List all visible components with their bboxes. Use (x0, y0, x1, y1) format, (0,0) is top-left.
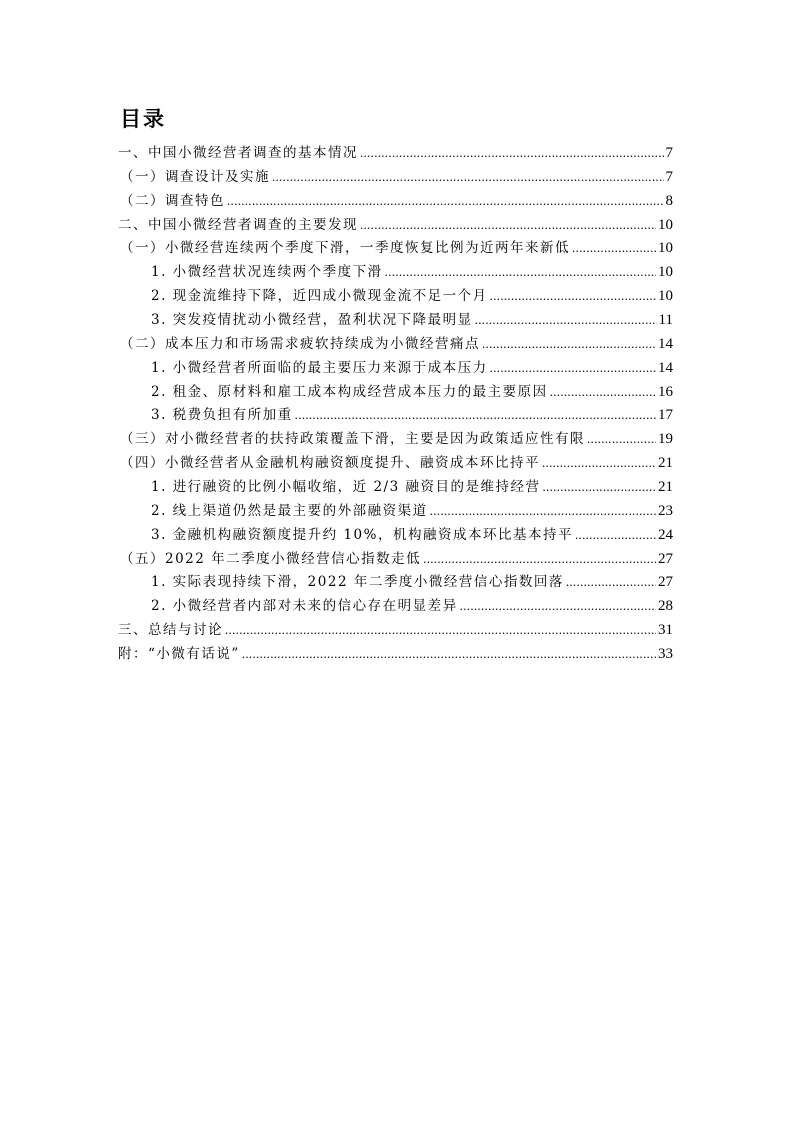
toc-entry[interactable] (118, 165, 673, 189)
toc-entry[interactable] (118, 356, 673, 380)
toc-entry[interactable] (118, 236, 673, 260)
toc-entry-label: 附：“小微有话说” (118, 646, 240, 663)
dot-leader (490, 356, 656, 380)
toc-entry-page: 33 (658, 646, 673, 663)
toc-entry[interactable] (118, 594, 673, 618)
toc-entry-page: 10 (658, 264, 673, 281)
toc-entry-label: 一、中国小微经营者调查的基本情况 (118, 145, 358, 161)
toc-entry[interactable] (118, 260, 673, 284)
toc-entry-label: 2. 线上渠道仍然是最主要的外部融资渠道 (151, 502, 428, 519)
dot-leader (295, 403, 656, 427)
toc-entry-label: 1. 小微经营状况连续两个季度下滑 (151, 264, 383, 281)
toc-entry-page: 16 (658, 383, 673, 400)
toc-entry-page: 10 (658, 240, 673, 257)
toc-entry-page: 27 (658, 574, 673, 591)
toc-entry-label: 三、总结与讨论 (118, 622, 223, 639)
dot-leader (542, 451, 656, 475)
toc-entry[interactable] (118, 380, 673, 404)
toc-entry-label: 二、中国小微经营者调查的主要发现 (118, 216, 358, 233)
toc-entry-page: 14 (658, 359, 673, 376)
toc-entry-label: 2. 小微经营者内部对未来的信心存在明显差异 (151, 598, 458, 615)
dot-leader (587, 427, 656, 451)
dot-leader (482, 332, 656, 356)
dot-leader (575, 523, 656, 547)
toc-entry[interactable] (118, 642, 673, 666)
toc-entry-page: 17 (658, 407, 673, 424)
toc-entry-label: （二）调查特色 (120, 192, 225, 209)
toc-entry[interactable] (118, 451, 673, 475)
toc-entry-label: 3. 金融机构融资额度提升约 10%，机构融资成本环比基本持平 (151, 526, 573, 543)
toc-entry[interactable] (118, 499, 673, 523)
toc-entry-label: （三）对小微经营者的扶持政策覆盖下滑，主要是因为政策适应性有限 (120, 431, 585, 448)
toc-entry-page: 21 (658, 479, 673, 496)
toc-entry-label: 3. 突发疫情扰动小微经营，盈利状况下降最明显 (151, 312, 473, 329)
toc-entry-label: 2. 租金、原材料和雇工成本构成经营成本压力的最主要原因 (151, 383, 548, 400)
toc-entry-label: （一）调查设计及实施 (120, 168, 270, 185)
toc-entry[interactable] (118, 618, 673, 642)
toc-entry-page: 11 (658, 312, 673, 329)
dot-leader (227, 189, 664, 213)
dot-leader (423, 547, 656, 571)
table-of-contents (118, 141, 673, 666)
toc-title: 目录 (120, 107, 166, 131)
toc-entry-page: 14 (658, 335, 673, 352)
toc-entry-label: （四）小微经营者从金融机构融资额度提升、融资成本环比持平 (120, 455, 540, 472)
toc-entry[interactable] (118, 189, 673, 213)
dot-leader (225, 618, 656, 642)
toc-entry[interactable] (118, 547, 673, 571)
dot-leader (242, 642, 656, 666)
dot-leader (490, 284, 656, 308)
toc-entry[interactable] (118, 332, 673, 356)
toc-entry-label: （五）2022 年二季度小微经营信心指数走低 (120, 550, 422, 567)
toc-entry-page: 8 (665, 192, 673, 209)
toc-entry-page: 10 (658, 288, 673, 305)
toc-entry-page: 28 (658, 598, 673, 615)
toc-entry-page: 24 (658, 526, 673, 543)
toc-entry[interactable] (118, 475, 673, 499)
toc-entry[interactable] (118, 308, 673, 332)
dot-leader (360, 213, 656, 237)
toc-entry-page: 31 (658, 622, 673, 639)
toc-entry-page: 19 (658, 431, 673, 448)
dot-leader (542, 475, 656, 499)
dot-leader (430, 499, 656, 523)
dot-leader (360, 141, 664, 165)
toc-entry[interactable] (118, 403, 673, 427)
toc-entry[interactable] (118, 570, 673, 594)
toc-entry-page: 21 (658, 455, 673, 472)
toc-entry-label: 2. 现金流维持下降，近四成小微现金流不足一个月 (151, 288, 488, 305)
toc-entry[interactable] (118, 213, 673, 237)
dot-leader (475, 308, 657, 332)
dot-leader (566, 570, 656, 594)
toc-entry-page: 7 (665, 168, 673, 185)
toc-entry-label: 1. 实际表现持续下滑，2022 年二季度小微经营信心指数回落 (151, 574, 564, 591)
dot-leader (272, 165, 664, 189)
toc-entry-page: 10 (658, 216, 673, 233)
toc-entry-label: 1. 小微经营者所面临的最主要压力来源于成本压力 (151, 359, 488, 376)
toc-entry-label: （一）小微经营连续两个季度下滑，一季度恢复比例为近两年来新低 (120, 240, 570, 257)
toc-entry[interactable] (118, 523, 673, 547)
dot-leader (572, 236, 656, 260)
toc-entry[interactable] (118, 427, 673, 451)
dot-leader (385, 260, 656, 284)
toc-entry[interactable] (118, 141, 673, 165)
toc-entry[interactable] (118, 284, 673, 308)
dot-leader (460, 594, 656, 618)
toc-entry-label: 3. 税费负担有所加重 (151, 407, 293, 424)
toc-entry-label: （二）成本压力和市场需求疲软持续成为小微经营痛点 (120, 335, 480, 352)
dot-leader (550, 380, 656, 404)
toc-entry-page: 27 (658, 550, 673, 567)
toc-entry-page: 7 (665, 145, 673, 161)
toc-entry-label: 1. 进行融资的比例小幅收缩，近 2/3 融资目的是维持经营 (151, 479, 541, 496)
toc-entry-page: 23 (658, 502, 673, 519)
